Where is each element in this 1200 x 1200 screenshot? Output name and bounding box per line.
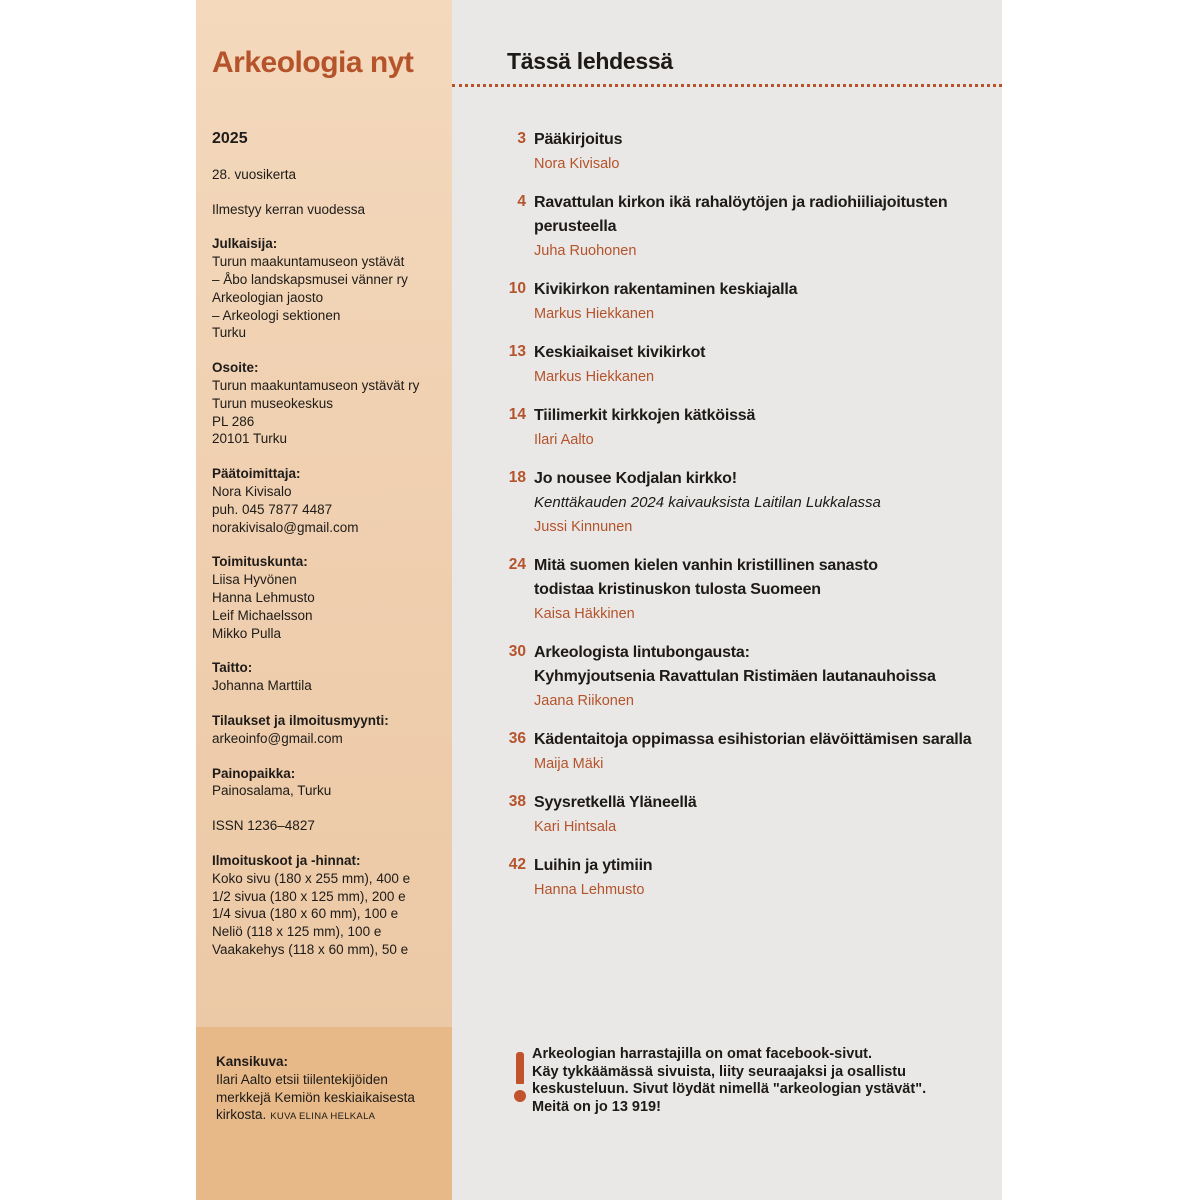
masthead-block-label: Osoite:	[212, 360, 259, 376]
masthead-block	[212, 659, 447, 695]
toc-entry	[500, 128, 1000, 176]
toc-entry	[500, 341, 1000, 389]
toc-author: Maija Mäki	[534, 756, 604, 772]
toc-page-number: 30	[508, 643, 526, 660]
contents-heading: Tässä lehdessä	[507, 48, 673, 74]
masthead-sidebar	[196, 0, 452, 1200]
volume-info: 28. vuosikerta	[212, 166, 297, 182]
masthead-block-line: Neliö (118 x 125 mm), 100 e	[212, 924, 382, 940]
masthead-block-line: 1/4 sivua (180 x 60 mm), 100 e	[212, 906, 399, 922]
notice-line: Käy tykkäämässä sivuista, liity seuraajaksi ja osallistu	[532, 1063, 906, 1080]
masthead-block	[212, 359, 447, 448]
masthead-block	[212, 465, 447, 536]
masthead-block	[212, 235, 447, 342]
cover-caption-text: Ilari Aalto etsii tiilentekijöiden merkkejä Kemiön keskiaikaisesta kirkosta.	[216, 1071, 415, 1123]
toc-entry	[500, 854, 1000, 902]
toc-article-title: Tiilimerkit kirkkojen kätköissä	[534, 407, 756, 424]
toc-article-title: Luihin ja ytimiin	[534, 857, 653, 874]
page-margin-left	[0, 0, 196, 1200]
toc-author: Nora Kivisalo	[534, 156, 620, 172]
masthead-block-line: Turun museokeskus	[212, 395, 334, 411]
toc-entry	[500, 278, 1000, 326]
masthead-block-line: 20101 Turku	[212, 431, 288, 447]
masthead-block-line: Arkeologian jaosto	[212, 289, 324, 305]
exclamation-icon	[514, 1052, 526, 1096]
publication-year: 2025	[212, 130, 248, 147]
toc-entry	[500, 191, 1000, 263]
cover-photo-credit: KUVA ELINA HELKALA	[270, 1111, 376, 1123]
toc-author: Juha Ruohonen	[534, 243, 637, 259]
toc-article-title: Kädentaitoja oppimassa esihistorian elävöittämisen saralla	[534, 731, 972, 748]
toc-article-subtitle: Kenttäkauden 2024 kaivauksista Laitilan Lukkalassa	[534, 494, 881, 511]
toc-author: Markus Hiekkanen	[534, 306, 655, 322]
masthead-block-line: puh. 045 7877 4487	[212, 501, 333, 517]
toc-article-title: Syysretkellä Yläneellä	[534, 794, 697, 811]
masthead-block-line: norakivisalo@gmail.com	[212, 519, 359, 535]
toc-entry	[500, 404, 1000, 452]
masthead-block-line: Turun maakuntamuseon ystävät ry	[212, 377, 420, 393]
masthead-block-line: Leif Michaelsson	[212, 607, 313, 623]
masthead-block-line: 1/2 sivua (180 x 125 mm), 200 e	[212, 888, 406, 904]
toc-article-title: Ravattulan kirkon ikä rahalöytöjen ja radiohiiliajoitusten	[534, 194, 948, 211]
toc-page-number: 42	[508, 856, 526, 873]
masthead-block	[212, 553, 447, 642]
masthead-block-line: PL 286	[212, 413, 255, 429]
toc-article-title: todistaa kristinuskon tulosta Suomeen	[534, 581, 821, 598]
masthead-blocks	[212, 235, 447, 958]
toc-page-number: 13	[508, 343, 526, 360]
toc-article-title: Keskiaikaiset kivikirkot	[534, 344, 706, 361]
masthead-block-label: Päätoimittaja:	[212, 466, 301, 482]
notice-text	[532, 1046, 952, 1116]
masthead-block-line: Turku	[212, 325, 247, 341]
toc-page-number: 14	[508, 406, 526, 423]
masthead-block-line: Mikko Pulla	[212, 625, 282, 641]
masthead-block-line: Vaakakehys (118 x 60 mm), 50 e	[212, 941, 409, 957]
toc-article-title: perusteella	[534, 218, 617, 235]
toc-author: Jussi Kinnunen	[534, 519, 633, 535]
toc-page-number: 18	[508, 469, 526, 486]
toc-article-title: Arkeologista lintubongausta:	[534, 644, 750, 661]
masthead-block	[212, 852, 447, 959]
toc-author: Ilari Aalto	[534, 432, 594, 448]
magazine-title: Arkeologia nyt	[212, 46, 414, 79]
notice-line: keskusteluun. Sivut löydät nimellä "arkeologian ystävät".	[532, 1081, 927, 1098]
masthead-block	[212, 817, 447, 835]
masthead-block	[212, 765, 447, 801]
masthead-block-label: Julkaisija:	[212, 236, 278, 252]
masthead-block-label: Taitto:	[212, 660, 253, 676]
toc-page-number: 3	[517, 130, 526, 147]
toc-author: Kaisa Häkkinen	[534, 606, 635, 622]
masthead-block-line: Johanna Marttila	[212, 678, 312, 694]
masthead-block-label: Ilmoituskoot ja -hinnat:	[212, 852, 361, 868]
toc-page-number: 36	[508, 730, 526, 747]
toc-article-title: Kyhmyjoutsenia Ravattulan Ristimäen lautanauhoissa	[534, 668, 936, 685]
table-of-contents	[500, 128, 1000, 902]
page-margin-right	[1002, 0, 1200, 1200]
frequency-info: Ilmestyy kerran vuodessa	[212, 201, 366, 217]
masthead-block-line: Koko sivu (180 x 255 mm), 400 e	[212, 870, 411, 886]
toc-page-number: 4	[517, 193, 526, 210]
exclamation-dot	[514, 1090, 526, 1102]
masthead-block	[212, 712, 447, 748]
masthead-block-line: Turun maakuntamuseon ystävät	[212, 254, 405, 270]
toc-entry	[500, 791, 1000, 839]
notice-line: Arkeologian harrastajilla on omat facebook-sivut.	[532, 1046, 873, 1062]
masthead-block-line: Hanna Lehmusto	[212, 589, 315, 605]
toc-article-title: Kivikirkon rakentaminen keskiajalla	[534, 281, 798, 298]
masthead-details	[212, 130, 447, 976]
toc-author: Hanna Lehmusto	[534, 882, 645, 898]
toc-author: Markus Hiekkanen	[534, 369, 655, 385]
toc-entry	[500, 641, 1000, 713]
toc-author: Kari Hintsala	[534, 819, 617, 835]
masthead-block-line: – Arkeologi sektionen	[212, 307, 341, 323]
notice-line: Meitä on jo 13 919!	[532, 1098, 661, 1115]
masthead-block-line: Nora Kivisalo	[212, 483, 292, 499]
masthead-block-label: Toimituskunta:	[212, 554, 308, 570]
masthead-block-line: ISSN 1236–4827	[212, 818, 315, 834]
masthead-block-line: – Åbo landskapsmusei vänner ry	[212, 271, 408, 287]
masthead-block-label: Painopaikka:	[212, 765, 296, 781]
contents-panel	[452, 0, 1002, 1200]
cover-caption-label: Kansikuva:	[216, 1054, 289, 1069]
toc-article-title: Jo nousee Kodjalan kirkko!	[534, 470, 737, 487]
cover-caption	[216, 1053, 441, 1126]
dotted-divider	[452, 84, 1002, 87]
masthead-block-line: arkeoinfo@gmail.com	[212, 730, 343, 746]
toc-page-number: 24	[508, 556, 526, 573]
exclamation-bar	[516, 1052, 524, 1084]
toc-entry	[500, 728, 1000, 776]
toc-page-number: 38	[508, 793, 526, 810]
masthead-block-label: Tilaukset ja ilmoitusmyynti:	[212, 712, 389, 728]
cover-caption-box	[196, 1027, 452, 1200]
toc-entry	[500, 467, 1000, 539]
toc-article-title: Mitä suomen kielen vanhin kristillinen sanasto	[534, 557, 878, 574]
toc-entry	[500, 554, 1000, 626]
masthead-block-line: Painosalama, Turku	[212, 783, 332, 799]
toc-author: Jaana Riikonen	[534, 693, 634, 709]
toc-article-title: Pääkirjoitus	[534, 131, 623, 148]
toc-page-number: 10	[508, 280, 526, 297]
masthead-block-line: Liisa Hyvönen	[212, 572, 297, 588]
